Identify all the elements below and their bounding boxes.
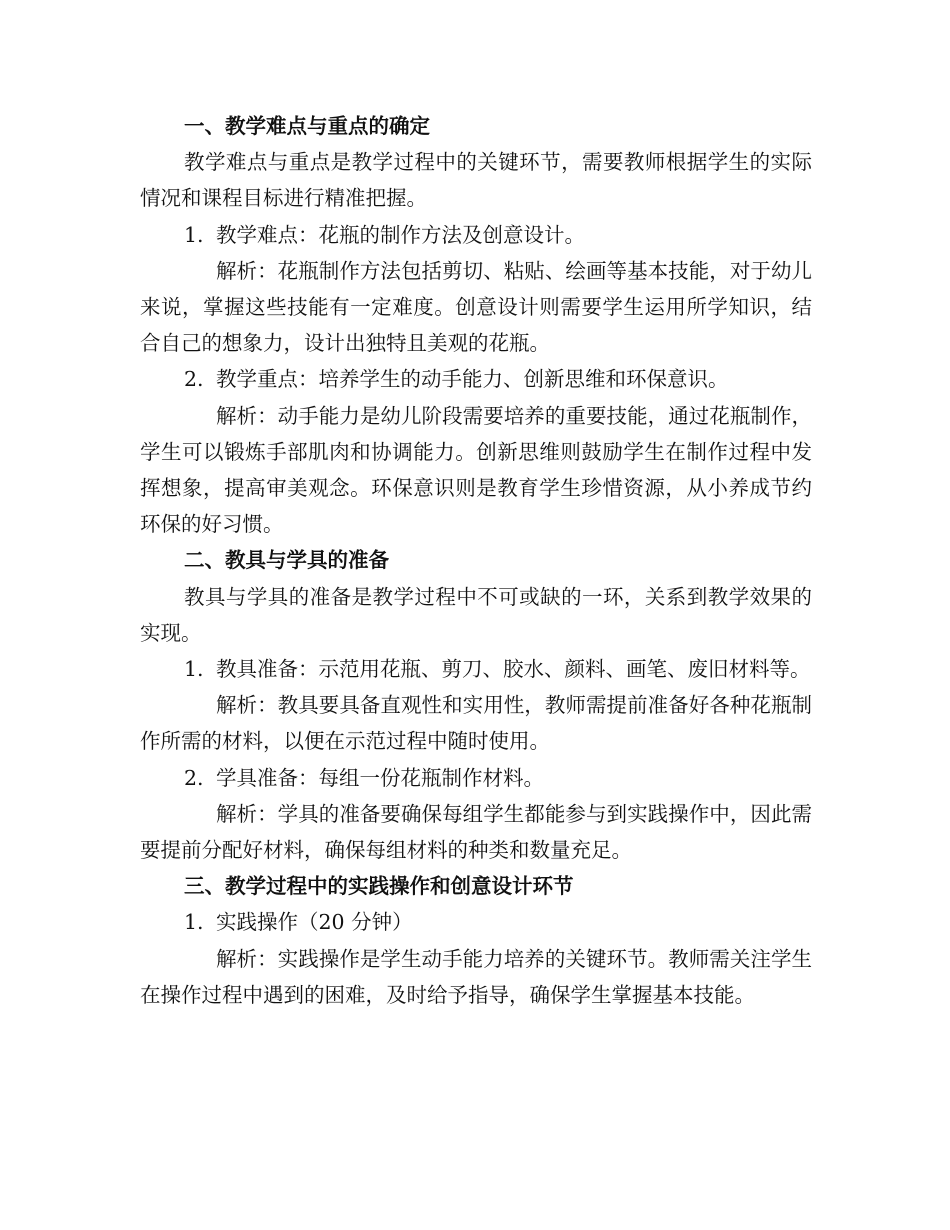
item-analysis: 解析：动手能力是幼儿阶段需要培养的重要技能，通过花瓶制作，学生可以锻炼手部肌肉和协调能力。创新思维则鼓励学生在制作过程中发挥想象，提高审美观念。环保意识则是教育学生珍惜资源，从小养成节约环保的好习惯。 (140, 403, 812, 537)
item-analysis: 解析：花瓶制作方法包括剪切、粘贴、绘画等基本技能，对于幼儿来说，掌握这些技能有一定难度。创意设计则需要学生运用所学知识，结合自己的想象力，设计出独特且美观的花瓶。 (140, 258, 812, 356)
item-number: 1. (184, 222, 204, 247)
section-intro-2: 教具与学具的准备是教学过程中不可或缺的一环，关系到教学效果的实现。 (140, 584, 812, 645)
list-item (140, 361, 812, 397)
item-analysis: 解析：教具要具备直观性和实用性，教师需提前准备好各种花瓶制作所需的材料，以便在示范过程中随时使用。 (140, 693, 812, 754)
section-intro-1: 教学难点与重点是教学过程中的关键环节，需要教师根据学生的实际情况和课程目标进行精准把握。 (140, 150, 812, 211)
item-text: 教学难点：花瓶的制作方法及创意设计。 (216, 222, 585, 247)
item-number: 2. (184, 765, 204, 790)
item-number: 1. (184, 910, 204, 935)
list-item (140, 651, 812, 687)
item-text: 学具准备：每组一份花瓶制作材料。 (216, 765, 544, 790)
item-analysis: 解析：学具的准备要确保每组学生都能参与到实践操作中，因此需要提前分配好材料，确保每组材料的种类和数量充足。 (140, 801, 812, 863)
item-text: 教学重点：培养学生的动手能力、创新思维和环保意识。 (216, 367, 729, 392)
list-item (140, 904, 812, 940)
item-number: 1. (184, 657, 204, 682)
item-number: 2. (184, 367, 204, 392)
list-item (140, 760, 812, 796)
item-analysis: 解析：实践操作是学生动手能力培养的关键环节。教师需关注学生在操作过程中遇到的困难，及时给予指导，确保学生掌握基本技能。 (140, 946, 812, 1007)
list-item (140, 217, 812, 253)
item-text: 教具准备：示范用花瓶、剪刀、胶水、颜料、画笔、废旧材料等。 (216, 657, 811, 682)
section-heading-3: 三、教学过程中的实践操作和创意设计环节 (184, 874, 574, 899)
section-heading-2: 二、教具与学具的准备 (184, 548, 389, 573)
document-body (140, 108, 812, 1013)
section-heading-1: 一、教学难点与重点的确定 (184, 114, 430, 138)
item-text: 实践操作（20 分钟） (216, 910, 413, 935)
